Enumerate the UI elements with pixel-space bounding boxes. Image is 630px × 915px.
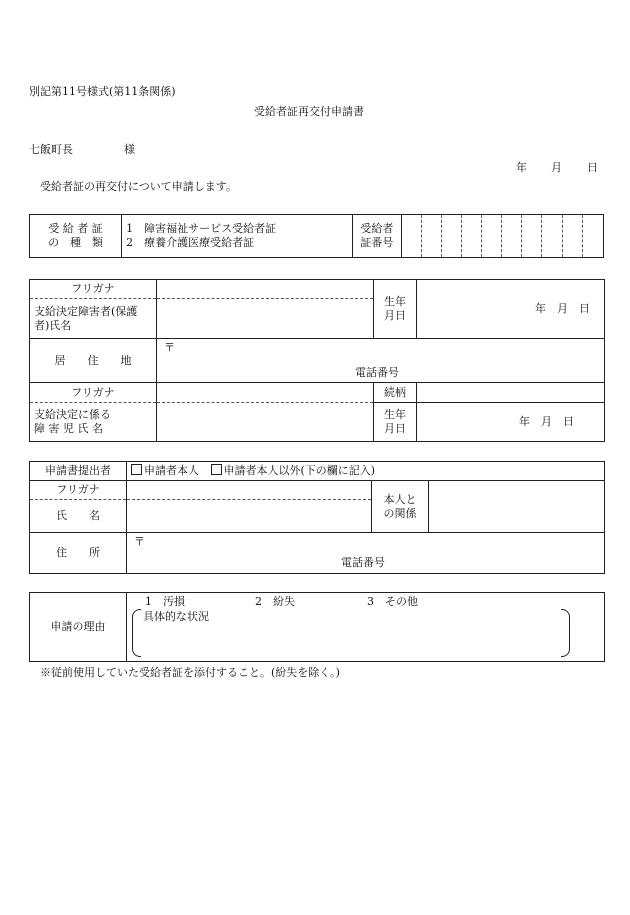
cert-number-digit[interactable] <box>441 215 461 258</box>
addressee: 七飯町長 <box>29 143 73 156</box>
child-birth-label: 生年 月日 <box>374 403 417 442</box>
applicant-name-label: 支給決定障害者(保護 者)氏名 <box>30 299 157 339</box>
relation-field[interactable] <box>417 383 605 403</box>
submitter-self-checkbox[interactable]: 申請者本人 <box>131 464 199 477</box>
checkbox-icon[interactable] <box>211 464 222 475</box>
form-number: 別記第11号様式(第11条関係) <box>29 85 176 98</box>
cert-type-label: 受 給 者 証 の 種 類 <box>30 215 122 258</box>
cert-number-label: 受給者 証番号 <box>352 215 401 258</box>
footnote: ※従前使用していた受給者証を添付すること。(紛失を除く。) <box>40 666 340 679</box>
child-birth-field[interactable]: 年 月 日 <box>417 403 605 442</box>
reason-label: 申請の理由 <box>30 593 127 662</box>
submitter-name-field[interactable] <box>127 500 372 533</box>
reason-table <box>29 592 605 662</box>
submitter-options <box>127 462 605 481</box>
reason-option-other[interactable]: 3 その他 <box>367 595 418 608</box>
date-month-label: 月 <box>551 161 562 174</box>
applicant-table <box>29 279 605 442</box>
submitter-furigana-field[interactable] <box>127 481 372 500</box>
submitter-address-field[interactable] <box>127 533 605 574</box>
child-furigana-label: フリガナ <box>30 383 157 403</box>
cert-number-digit[interactable] <box>522 215 542 258</box>
cert-number-digit[interactable] <box>502 215 522 258</box>
submitter-table <box>29 461 605 574</box>
cert-number-digit[interactable] <box>482 215 502 258</box>
cert-number-digit[interactable] <box>421 215 441 258</box>
reason-option-stained[interactable]: 1 汚損 <box>145 595 185 608</box>
residence-field[interactable] <box>157 339 605 383</box>
bracket-right-icon <box>561 609 570 657</box>
postal-mark: 〒 <box>164 341 175 354</box>
cert-option-medical[interactable]: 2 療養介護医療受給者証 <box>126 236 255 249</box>
date-day-label: 日 <box>587 161 598 174</box>
cert-type-table <box>29 214 604 258</box>
applicant-birth-label: 生年 月日 <box>374 280 417 339</box>
submitter-name-label: 氏 名 <box>30 500 127 533</box>
reason-field[interactable] <box>127 593 605 662</box>
applicant-furigana-label: フリガナ <box>30 280 157 299</box>
residence-phone-label: 電話番号 <box>355 366 399 380</box>
applicant-furigana-field[interactable] <box>157 280 374 299</box>
checkbox-icon[interactable] <box>131 464 142 475</box>
submitter-relation-label: 本人と の関係 <box>372 481 429 533</box>
relation-label: 続柄 <box>374 383 417 403</box>
reason-detail-label: 具体的な状況 <box>143 610 209 623</box>
cert-option-welfare[interactable]: 1 障害福祉サービス受給者証 <box>126 222 277 236</box>
bracket-left-icon <box>132 609 141 657</box>
child-name-label: 支給決定に係る 障 害 児 氏 名 <box>30 403 157 442</box>
submitter-phone-label: 電話番号 <box>341 556 385 570</box>
submitter-furigana-label: フリガナ <box>30 481 127 500</box>
submitter-address-label: 住 所 <box>30 533 127 574</box>
child-name-field[interactable] <box>157 403 374 442</box>
form-title: 受給者証再交付申請書 <box>254 105 364 118</box>
cert-number-digit[interactable] <box>542 215 562 258</box>
cert-number-digit[interactable] <box>462 215 482 258</box>
date-year-label: 年 <box>516 161 527 174</box>
cert-number-digit[interactable] <box>562 215 582 258</box>
postal-mark: 〒 <box>134 535 145 548</box>
honorific: 様 <box>124 143 135 156</box>
child-furigana-field[interactable] <box>157 383 374 403</box>
cert-type-options[interactable] <box>122 215 353 258</box>
submitter-label: 申請書提出者 <box>30 462 127 481</box>
submitter-other-checkbox[interactable]: 申請者本人以外(下の欄に記入) <box>211 464 376 477</box>
intro-text: 受給者証の再交付について申請します。 <box>40 180 237 193</box>
applicant-birth-field[interactable]: 年 月 日 <box>417 280 605 339</box>
cert-number-digit[interactable] <box>582 215 603 258</box>
applicant-name-field[interactable] <box>157 299 374 339</box>
reason-option-lost[interactable]: 2 紛失 <box>255 595 295 608</box>
cert-number-digit[interactable] <box>401 215 421 258</box>
submitter-relation-field[interactable] <box>429 481 605 533</box>
residence-label: 居 住 地 <box>30 339 157 383</box>
